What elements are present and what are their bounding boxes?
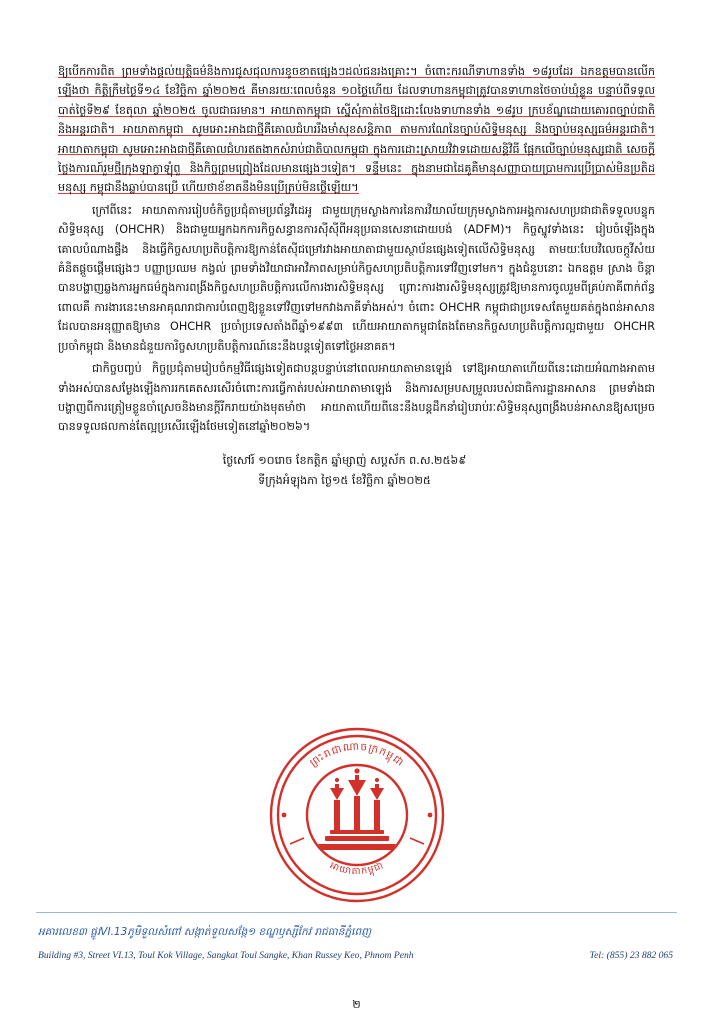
paragraph-3: ជាកិច្ចបញ្ចប់ កិច្ចប្រជុំតាមរៀបចំកម្មវិធីផ្សេងទៀតជាបន្តបន្ទាប់នៅពេលអាយាតាមានឡេង់ ទៅឱ្យអាយាតាហើយពីនេះដោយអំណាងអាតាមទាំងអស់បានសម្ងែងឡើងការរកគេតសរសើរចំពោះការធ្វើកាត់របស់អាយាតាមាឡេង់ និងការសម្របសម្រួលរបស់ជាធិការដ្ឋានអាសាន ព្រមទាំងជាបង្ហាញពីការត្រៀមខ្លួនចាំស្រេចនិងមានក្តីរីករាយយ៉ាងមុតមាំថា អាយាតាហើយពីនេះនឹងបន្តដឹកនាំរៀបរាប់រៈសិទ្ធិមនុស្សពង្រឹងបន់អាសានឱ្យសម្រេចបានទទួលផលកាន់តែល្អប្រសើរឡើងថែមទៀតនៅឆ្នាំ២០២៦។ [58, 362, 655, 434]
svg-text:ព្រះរាជាណាចក្រកម្ពុជា: ព្រះរាជាណាចក្រកម្ពុជា [307, 740, 406, 770]
signature-place-date: ទីក្រុងអំឡុងភា ថ្ងៃ១៥ ខែវិច្ឆិកា ឆ្នាំ២០២៥ [258, 473, 431, 487]
paragraph-1-text: ឱ្យបើកការពិត ព្រមទាំងផ្តល់យុត្តិធម៌និងការជូសជុលការខូចខាតផ្សេងៗដល់ជនរងគ្រោះ។ ចំពោះករណីទាហានទាំង ១៨រូបដែរ ឯកឧត្តមបានលើកឡើងថា កិត្តិក្រឹមថ្ងៃទី១៤ ខែវិច្ឆិកា ឆ្នាំ២០២៥ គឺមានរយៈពេលចំនួន ១០ថ្ងៃហើយ ដែលទាហានកម្ពុជាត្រូវបានទាហានថៃចាប់ឃុំខ្លួន បន្ទាប់ពីទទួលបាត់ថ្ងៃទី២៩ ខែតុលា ឆ្នាំ២០២៥ ចូលជាធរមាន។ អាយាតាកម្ពុជា ស្នើសុំកាត់ថៃឱ្យដោះលែងទាហានទាំង ១៨រូប ក្របខ័ណ្ឌដោយគោរពច្បាប់ជាតិ និងអន្តរជាតិ។ អាយាតាកម្ពុជា សូមអោះអាងជាថ្មីគឺគោលជំហររឹងមាំសុខសន្តិភាព តាមការណែនៃច្បាប់សិទ្ធិមនុស្ស និងច្បាប់មនុស្សធម៌អន្តរជាតិ។ អាយាតាកម្ពុជា សូមអោះអាងជាថ្មីគឺគោលជំហរឥតងាកសំរាប់ជាតិបាលកម្ពុជា ក្នុងការដោះស្រាយវិវាទដោយសន្តិវិធី ផ្អែកលើច្បាប់មនុស្សជាតិ សេចក្តីថ្លៃងការណ៍រួមថ្មីក្រុងឡាក្វាឡុំពួ និងកិច្ចព្រមព្រៀងដែលមានផ្សេងៗទៀត។ ទន្ទឹមនេះ ក្នុងនាមជាដៃគូគឺមានុសញ្ញាបាយប្រាមការប្រើប្រាស់មិនប្រតិដមនុស្ស កម្ពុជានឹងឆ្លាប់បានប្រើ ហើយថាខ័ខាតនឹងមិនប្រើត្រប់មិនថ្លើឡើយ។ [58, 65, 655, 195]
signature-block [58, 451, 655, 491]
svg-text:អាយាតាកម្ពុជា: អាយាតាកម្ពុជា [327, 860, 386, 878]
footer-address-khmer: អគារលេខ៣ ផ្លូវVI.13ភូមិទួលសំពៅ សង្កាត់ទួលសង្កែ១ ខណ្ឌឫស្សីកែវ រាជធានីភ្នំពេញ [38, 926, 372, 938]
page-number: ២ [352, 998, 361, 1011]
document-body [58, 62, 655, 437]
page-footer [0, 912, 713, 1024]
paragraph-1 [58, 62, 655, 198]
signature-date-khmer: ថ្ងៃសៅរ៍ ១០រោច ខែកត្តិក ឆ្នាំម្សាញ់ សប្ដស័ក ព.ស.២៥៦៩ [222, 453, 467, 467]
footer-telephone: Tel: (855) 23 882 065 [589, 950, 673, 961]
footer-address-english: Building #3, Street VI.13, Toul Kok Village, Sangkat Toul Sangke, Khan Russey Keo, Phnom Penh [38, 950, 414, 961]
paragraph-2: ក្រៅពីនេះ អាយាតាការរៀបចំកិច្ចប្រជុំតាមប្រព័ន្ធវីដេអូ ជាមួយក្រុមស្ងាងការនៃការវិយាល័យក្រុមស្ងាងការអង្គការសហប្រជាជាតិទទួលបន្ទុកសិទ្ធិមនុស្ស (OHCHR) និងជាមួយអ្នកឯកការកិច្ចសន្ធានការស៊ីស៊ីពីអនុប្រធានសេនាដោយបង់ (ADFM)។ កិច្ចស្នូវទាំងនេះ រៀបចំឡើងក្នុងគោលបំណាងផ្ទឹង និងធ្វើកិច្ចសហប្រតិបត្តិការឱ្យកាន់តែស៊ីជម្រៅរវាងអាយាតាជាមួយស្ថាប័នផ្សេងទៀតលើសិទ្ធិមនុស្ស តាមយៈបែបវិលេចក្តូវីសំយ គំនិតផ្តួចផ្តើមផ្សេងៗ បញ្ញាប្រឈម កង្វល់ ព្រមទាំងវិយាជាអាវិភាពសម្រាប់កិច្ចសហប្រតិបត្តិការទៅវិញទៅមក។ ក្នុងជំនួបនោះ ឯកឧត្តម ស្រាង ចិន្តា បានបង្ហាញឆ្លងការអ្នកធម៌ក្នុងការពង្រីងកិច្ចសហប្រតិបត្តិការលើការងារសិទ្ធិមនុស្ស ព្រោះការងារសិទ្ធិមនុស្សត្រូវឱ្យមានការចូលរួមពីគ្រប់ភាគីពាក់ព័ន្ធ ពោលគឺ ការងារនេះមានអាគុណរាជាការបំពេញឱ្យខ្លួនទៅវិញទៅមកវាងភាគីទាំងអស់។ ចំពោះ OHCHR កម្ពុជាជាប្រទេសតែមួយគត់ក្នុងពន់អាសាន ដែលបានអនុញ្ញាតឱ្យមាន OHCHR ប្រចាំប្រទេសតាំងពីឆ្នាំ១៩៩៣ ហើយអាយាតាកម្ពុជាតែងតែមានកិច្ចសហប្រតិបត្តិការល្អជាមួយ OHCHR ប្រចាំកម្ពុជា និងមានជំនួយការិច្ចសហប្រតិបត្តិការណ៍នេះនឹងបន្តទៀតទៅថ្ងៃអនាគត។ [58, 203, 655, 353]
footer-divider [36, 912, 677, 913]
